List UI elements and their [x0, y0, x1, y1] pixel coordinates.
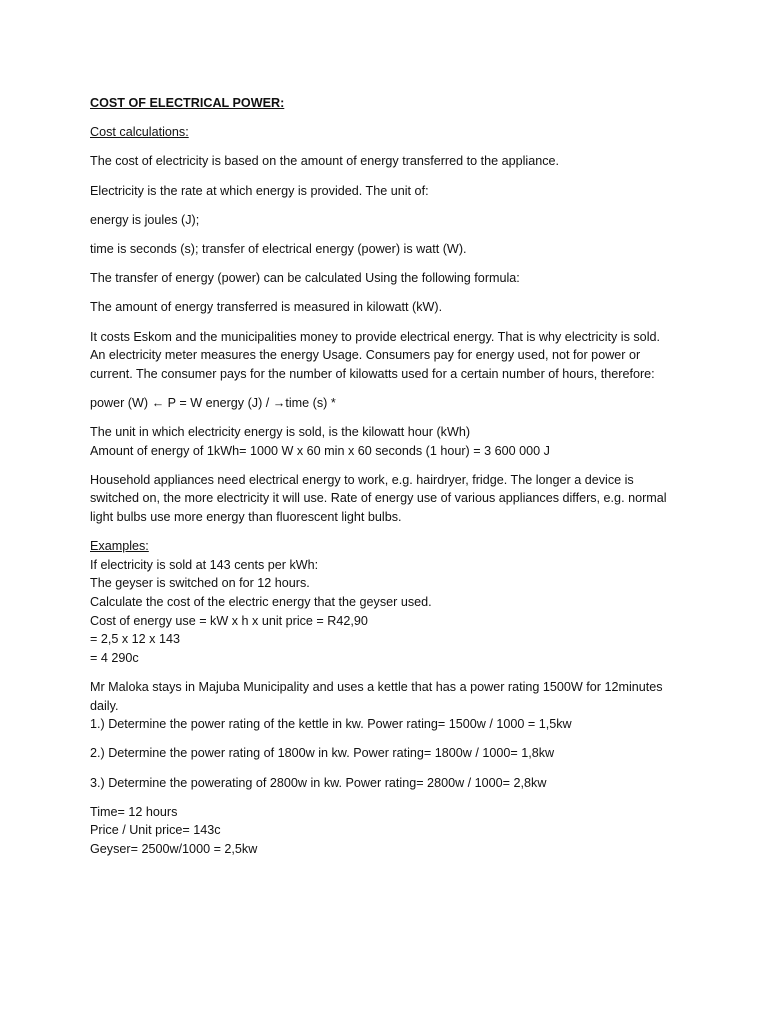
text-line: It costs Eskom and the municipalities money to provide electrical energy. That is why electricity is sold. — [90, 329, 660, 344]
example-line: Calculate the cost of the electric energy that the geyser used. — [90, 595, 432, 609]
paragraph-eskom — [90, 328, 690, 384]
example-line: = 4 290c — [90, 650, 139, 665]
title-text: COST OF ELECTRICAL POWER: — [90, 96, 285, 110]
subtitle-text: Cost calculations: — [90, 125, 189, 140]
text-line: Price / Unit price= 143c — [90, 823, 221, 838]
paragraph-formula-intro: The transfer of energy (power) can be calculated Using the following formula: — [90, 271, 520, 286]
text-line: The unit in which electricity energy is sold, is the kilowatt hour (kWh) — [90, 425, 471, 440]
section-subtitle — [90, 123, 690, 142]
paragraph-question-2: 2.) Determine the power rating of 1800w in kw. Power rating= 1800w / 1000= 1,8kw — [90, 746, 555, 761]
paragraph-power-formula: power (W) ← P = W energy (J) / →time (s) * — [90, 395, 336, 410]
text-line: Amount of energy of 1kWh= 1000 W x 60 min x 60 seconds (1 hour) = 3 600 000 J — [90, 443, 550, 458]
text-line: current. The consumer pays for the number of kilowatts used for a certain number of hours, therefore: — [90, 366, 655, 381]
text-line: Geyser= 2500w/1000 = 2,5kw — [90, 841, 258, 856]
text-line: daily. — [90, 698, 119, 713]
paragraph-household — [90, 471, 690, 527]
text-line: Mr Maloka stays in Majuba Municipality and uses a kettle that has a power rating 1500W for 12minutes — [90, 679, 663, 694]
text-line: Time= 12 hours — [90, 804, 178, 819]
paragraph-question-3: 3.) Determine the powerating of 2800w in kw. Power rating= 2800w / 1000= 2,8kw — [90, 775, 547, 790]
example-line: The geyser is switched on for 12 hours. — [90, 576, 310, 591]
document-title — [90, 94, 690, 113]
paragraph-maloka — [90, 678, 690, 734]
text-line: An electricity meter measures the energy Usage. Consumers pay for energy used, not for power or — [90, 348, 641, 363]
paragraph-summary — [90, 803, 690, 859]
text-line: Household appliances need electrical energy to work, e.g. hairdryer, fridge. The longer a device is — [90, 472, 634, 487]
example-line: If electricity is sold at 143 cents per kWh: — [90, 557, 319, 572]
example-line: Cost of energy use = kW x h x unit price = R42,90 — [90, 613, 368, 628]
text-line: light bulbs use more energy than fluorescent light bulbs. — [90, 510, 402, 525]
paragraph-cost-basis: The cost of electricity is based on the amount of energy transferred to the appliance. — [90, 154, 560, 169]
paragraph-rate: Electricity is the rate at which energy is provided. The unit of: — [90, 183, 429, 198]
document-page — [90, 94, 690, 869]
text-line: 1.) Determine the power rating of the kettle in kw. Power rating= 1500w / 1000 = 1,5kw — [90, 717, 572, 732]
examples-heading: Examples: — [90, 539, 149, 554]
text-line: switched on, the more electricity it will use. Rate of energy use of various appliances differs, e.g. normal — [90, 491, 667, 506]
examples-block — [90, 537, 690, 667]
paragraph-kilowatt: The amount of energy transferred is measured in kilowatt (kW). — [90, 300, 443, 315]
paragraph-kwh — [90, 423, 690, 460]
paragraph-energy-unit: energy is joules (J); — [90, 212, 200, 227]
example-line: = 2,5 x 12 x 143 — [90, 632, 180, 647]
paragraph-time-unit: time is seconds (s); transfer of electrical energy (power) is watt (W). — [90, 241, 467, 256]
